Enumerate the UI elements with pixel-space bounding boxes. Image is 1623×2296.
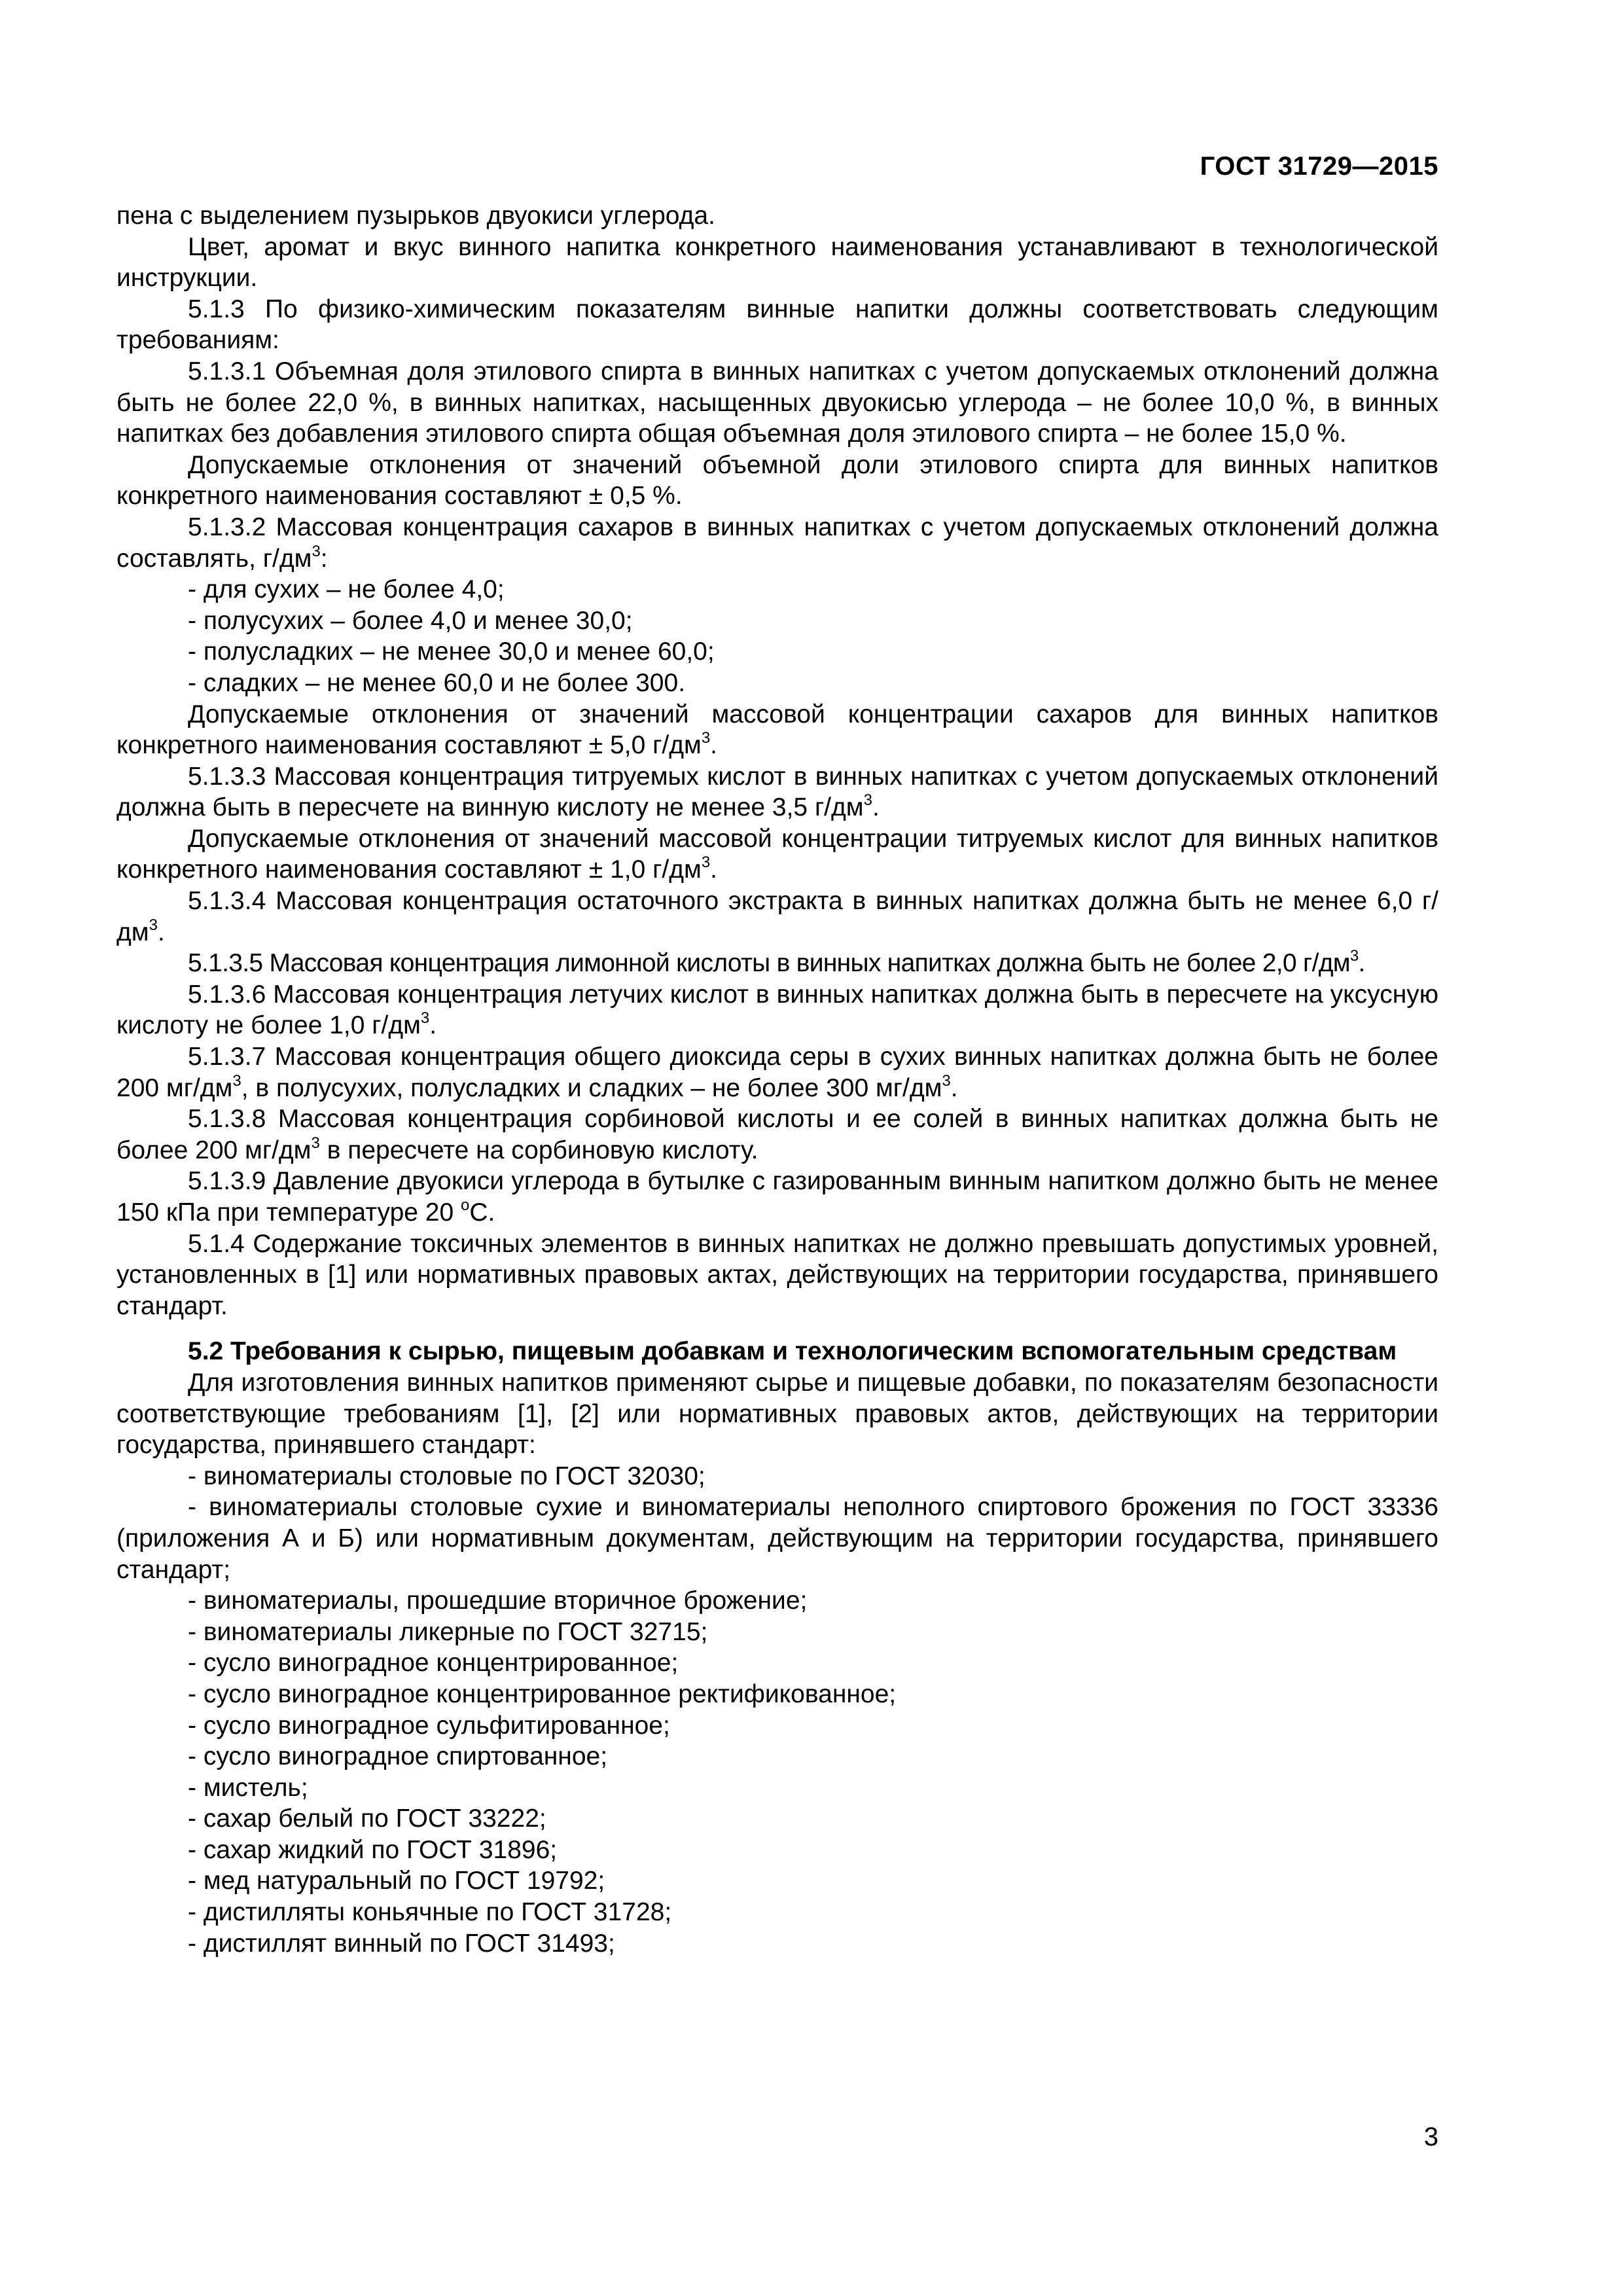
paragraph: 5.1.3.8 Массовая концентрация сорбиновой кислоты и ее солей в винных напитках должна быть не более 200 $мг/дм^3$ в пересчете на сорбиновую кислоту. bbox=[116, 1105, 1438, 1164]
list-item: - дистиллят винный по ГОСТ 31493; bbox=[188, 1929, 615, 1958]
paragraph: пена с выделением пузырьков двуокиси углерода. bbox=[116, 202, 715, 230]
list-item: - виноматериалы, прошедшие вторичное брожение; bbox=[188, 1587, 808, 1615]
list-item: - сусло виноградное сульфитированное; bbox=[188, 1711, 670, 1740]
paragraph: 5.1.3.5 Массовая концентрация лимонной кислоты в винных напитках должна быть не более 2,0 $г/дм^3$. bbox=[188, 947, 1365, 978]
paragraph: 5.1.3.2 Массовая концентрация сахаров в винных напитках с учетом допускаемых отклонений должна составлять, $г/дм^3$: bbox=[116, 512, 1438, 573]
list-item: - мистель; bbox=[188, 1773, 308, 1802]
page-number: 3 bbox=[1423, 2123, 1438, 2151]
paragraph: Для изготовления винных напитков применяют сырье и пищевые добавки, по показателям безопасности соответствующие требованиям [1], [2] или нормативных правовых актов, действующих на территории государства, принявшего стандарт: bbox=[116, 1368, 1438, 1460]
document-header: ГОСТ 31729—2015 bbox=[1200, 152, 1438, 181]
paragraph: Цвет, аромат и вкус винного напитка конкретного наименования устанавливают в технологической инструкции. bbox=[116, 232, 1438, 293]
list-item: - полусладких – не менее 30,0 и менее 60,0; bbox=[188, 637, 715, 666]
list-item: - сусло виноградное спиртованное; bbox=[188, 1742, 608, 1771]
paragraph: 5.1.3.6 Массовая концентрация летучих кислот в винных напитках должна быть в пересчете на уксусную кислоту не более 1,0 $г/дм^3$. bbox=[116, 980, 1438, 1040]
list-item: - мед натуральный по ГОСТ 19792; bbox=[188, 1867, 605, 1895]
list-item: - сахар белый по ГОСТ 33222; bbox=[188, 1804, 546, 1833]
paragraph: 5.1.3.7 Массовая концентрация общего диоксида серы в сухих винных напитках должна быть не более 200 $мг/дм^3$, в полусухих, полусладких и сладких – не более 300 $мг/дм^3$. bbox=[116, 1043, 1438, 1102]
list-item: - дистилляты коньячные по ГОСТ 31728; bbox=[188, 1898, 672, 1927]
list-item: - виноматериалы столовые сухие и виноматериалы неполного спиртового брожения по ГОСТ 33336 (приложения А и Б) или нормативным документам, действующим на территории государства, принявшего стандарт; bbox=[116, 1493, 1438, 1584]
paragraph: 5.1.3.4 Массовая концентрация остаточного экстракта в винных напитках должна быть не менее 6,0 $г/дм^3$. bbox=[116, 887, 1438, 946]
list-item: - сладких – не менее 60,0 и не более 300. bbox=[188, 668, 686, 697]
section-heading: 5.2 Требования к сырью, пищевым добавкам и технологическим вспомогательным средствам bbox=[188, 1337, 1397, 1366]
document-body bbox=[116, 200, 1438, 1959]
paragraph: Допускаемые отклонения от значений массовой концентрации сахаров для винных напитков конкретного наименования составляют ± 5,0 $г/дм^3$. bbox=[116, 700, 1438, 760]
list-item: - сусло виноградное концентрированное; bbox=[188, 1649, 679, 1677]
list-item: - для сухих – не более 4,0; bbox=[188, 575, 505, 604]
list-item: - сахар жидкий по ГОСТ 31896; bbox=[188, 1835, 558, 1864]
paragraph: 5.1.4 Содержание токсичных элементов в винных напитках не должно превышать допустимых уровней, установленных в [1] или нормативных правовых актах, действующих на территории государства, принявшего стандарт. bbox=[116, 1229, 1438, 1320]
paragraph: Допускаемые отклонения от значений объемной доли этилового спирта для винных напитков конкретного наименования составляют ± 0,5 %. bbox=[116, 450, 1438, 511]
list-item: - сусло виноградное концентрированное ректификованное; bbox=[188, 1679, 897, 1708]
paragraph: 5.1.3.9 Давление двуокиси углерода в бутылке с газированным винным напитком должно быть не менее 150 кПа при температуре 20 $^о$С. bbox=[116, 1167, 1438, 1227]
list-item: - виноматериалы столовые по ГОСТ 32030; bbox=[188, 1462, 705, 1490]
paragraph: 5.1.3.1 Объемная доля этилового спирта в винных напитках с учетом допускаемых отклонений должна быть не более 22,0 %, в винных напитках, насыщенных двуокисью углерода – не более 10,0 %, в винных напитках без добавления этилового спирта общая объемная доля этилового спирта – не более 15,0 %. bbox=[116, 357, 1438, 448]
list-item: - полусухих – более 4,0 и менее 30,0; bbox=[188, 606, 633, 635]
paragraph: 5.1.3 По физико-химическим показателям винные напитки должны соответствовать следующим требованиям: bbox=[116, 295, 1438, 355]
list-item: - виноматериалы ликерные по ГОСТ 32715; bbox=[188, 1617, 708, 1646]
paragraph: Допускаемые отклонения от значений массовой концентрации титруемых кислот для винных напитков конкретного наименования составляют ± 1,0 $г/дм^3$. bbox=[116, 824, 1438, 884]
paragraph: 5.1.3.3 Массовая концентрация титруемых кислот в винных напитках с учетом допускаемых отклонений должна быть в пересчете на винную кислоту не менее 3,5 $г/дм^3$. bbox=[116, 762, 1438, 822]
